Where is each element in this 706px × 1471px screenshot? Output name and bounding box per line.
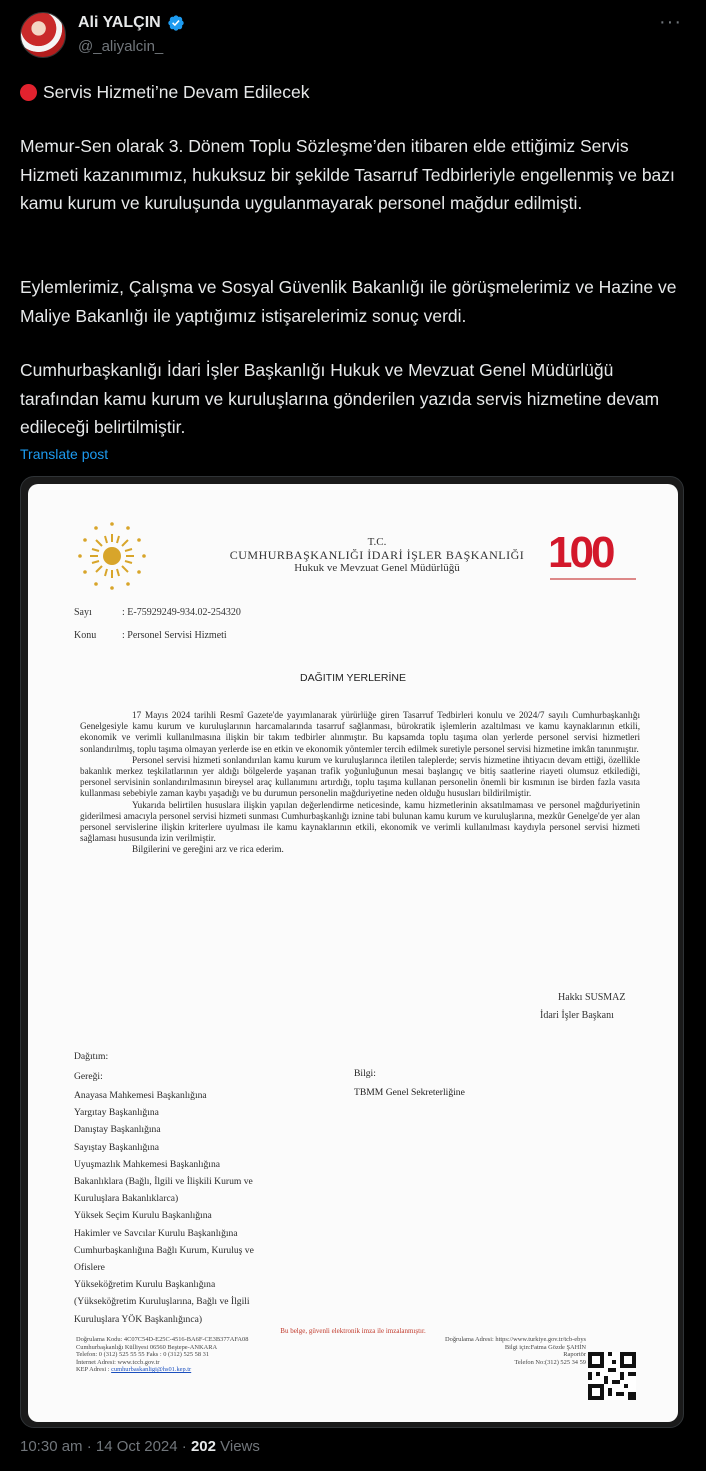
author-handle[interactable]: @_aliyalcin_: [78, 38, 164, 55]
doc-body: [80, 710, 640, 856]
doc-body-paragraph: Yukarıda belirtilen hususlara ilişkin yapılan değerlendirme neticesinde, kamu hizmetlerinin aksatılmaması ve personel mağduriyetinin giderilmesi amacıyla personel servisi hizmeti sunması Cumhurbaşkanlığı iznine tabi bulunan kamu kurum ve kuruluşlarına, mezkûr Genelge'de yer alan personel servislerine ilişkin kriterlere uyulması ile kamu kaynaklarının etkili, ekonomik ve verimli kullanılması kaydıyla personel servisi hizmeti sağlaması hususunda izin verilmiştir.: [80, 799, 640, 844]
kep-label: KEP Adresi :: [76, 1366, 110, 1374]
recipient-item: Sayıştay Başkanlığına: [74, 1141, 159, 1153]
action-label: Gereği:: [74, 1071, 103, 1082]
centenary-logo-underline: [550, 578, 636, 580]
doc-footer-left: [76, 1336, 406, 1374]
verified-badge-icon: [167, 14, 185, 32]
verify-address: Doğrulama Adresi: https://www.turkiye.gov.tr/tcb-ebys: [445, 1336, 586, 1343]
e-signature-note: Bu belge, güvenli elektronik imza ile imzalanmıştır.: [280, 1327, 426, 1335]
doc-number-value: : E-75929249-934.02-254320: [122, 607, 241, 618]
post-title: Servis Hizmeti’ne Devam Edilecek: [43, 82, 310, 102]
doc-body-paragraph: 17 Mayıs 2024 tarihli Resmî Gazete'de yayımlanarak yürürlüğe giren Tasarruf Tedbirleri konulu ve 2024/7 sayılı Cumhurbaşkanlığı Genelgesiyle kamu kurum ve kuruluşlarının harcamalarında tasarruf sağlanması, bürokratik işlemlerin azaltılması ve kamu kaynaklarının etkili, ekonomik ve verimli kullanılmasına ilişkin bir takım tedbirler alınmıştır. Bu kapsamda toplu taşıma olan yerlerde personel servisi hizmetleri sonlandırılmış, toplu taşıma olmayan yerlerde ise en etkin ve ekonomik yöntemler tercih edilmek suretiyle personel servisi hizmetine imkân tanınmıştır.: [80, 710, 640, 754]
qr-code-icon: [588, 1352, 636, 1400]
org-address: Cumhurbaşkanlığı Külliyesi 06560 Beştepe-ANKARA: [76, 1343, 218, 1351]
post-paragraph-2: Eylemlerimiz, Çalışma ve Sosyal Güvenlik Bakanlığı ile görüşmelerimiz ve Hazine ve Maliye Bakanlığı ile yaptığımız istişarelerimiz sonuç verdi.: [20, 277, 677, 326]
doc-header-tc: T.C.: [367, 536, 387, 548]
action-recipients-list: [74, 1087, 344, 1328]
org-phone: Telefon: 0 (312) 525 55 55 Faks : 0 (312) 525 58 31: [76, 1351, 210, 1359]
recipient-item: (Yükseköğretim Kuruluşlarına, Bağlı ve İlgili: [74, 1296, 250, 1308]
recipient-item: Cumhurbaşkanlığına Bağlı Kurum, Kuruluş ve: [74, 1244, 254, 1256]
post-title-line: [20, 78, 690, 107]
centenary-logo-text: 100: [548, 528, 613, 577]
recipient-item: Kuruluşlara YÖK Başkanlığınca): [74, 1313, 203, 1325]
doc-body-paragraph: Bilgilerini ve gereğini arz ve rica ederim.: [132, 844, 284, 855]
verify-code: Doğrulama Kodu: 4C07C54D-E25C-4516-BA6F-CE3B377AFA08: [76, 1336, 249, 1343]
info-phone: Telefon No:(312) 525 34 59: [514, 1358, 586, 1366]
more-options-icon[interactable]: ···: [659, 11, 682, 33]
recipient-item: Anayasa Mahkemesi Başkanlığına: [74, 1090, 207, 1101]
doc-subject-value: : Personel Servisi Hizmeti: [122, 630, 227, 641]
doc-number-label: Sayı: [74, 607, 92, 618]
red-circle-icon: [20, 84, 37, 101]
recipient-item: Yüksek Seçim Kurulu Başkanlığına: [74, 1210, 212, 1222]
recipient-item: Yargıtay Başkanlığına: [74, 1107, 159, 1119]
views-label: Views: [220, 1438, 260, 1455]
doc-body-paragraph: Personel servisi hizmeti sonlandırılan kamu kurum ve kuruluşlarınca iletilen taleplerde; servis hizmetine ihtiyacın devam ettiği, özellikle bakanlık merkez teşkilatlarının yer aldığı bölgelerde yaşanan trafik yoğunluğunun mesai başlangıç ve bitiş saatlerine riayeti olumsuz etkilediği, personel servisinin sonlandırılmasının bireysel araç kullanımını artırdığı, toplu taşıma kullanan personelin önemli bir kısmının ise birden fazla vasıta kullanması sebebiyle zaman kaybı yaşadığı ve bu durumun personelin mağduriyetine neden olduğu hususları bildirilmiştir.: [80, 754, 640, 799]
attached-document-image[interactable]: [20, 476, 684, 1428]
recipient-item: Kuruluşlara Bakanlıklarca): [74, 1193, 179, 1205]
info-recipient: TBMM Genel Sekreterliğine: [354, 1087, 465, 1098]
post-timestamp-row: [20, 1438, 260, 1455]
doc-subject-row: [74, 630, 227, 641]
recipient-item: Uyuşmazlık Mahkemesi Başkanlığına: [74, 1158, 221, 1170]
info-contact: Bilgi için:Fatma Gözde ŞAHİN: [504, 1343, 586, 1351]
author-avatar[interactable]: [20, 12, 66, 58]
recipient-item: Yükseköğretim Kurulu Başkanlığına: [74, 1279, 216, 1291]
doc-header-org: CUMHURBAŞKANLIĞI İDARİ İŞLER BAŞKANLIĞI: [229, 548, 525, 562]
author-display-name[interactable]: Ali YALÇIN: [78, 14, 161, 31]
views-count: 202: [190, 1438, 216, 1455]
recipient-item: Hakimler ve Savcılar Kurulu Başkanlığına: [74, 1227, 238, 1239]
post-paragraph-1: Memur-Sen olarak 3. Dönem Toplu Sözleşme’den itibaren elde ettiğimiz Servis Hizmeti kazanımımız, hukuksuz bir şekilde Tasarruf Tedbirleriyle engellenmiş ve bazı kamu kurum ve kuruluşunda uygulanmayarak personel mağdur edilmişti.: [20, 136, 675, 213]
signer-name: Hakkı SUSMAZ: [558, 992, 626, 1003]
doc-number-row: [74, 607, 241, 618]
translate-post-link[interactable]: Translate post: [20, 446, 109, 462]
doc-subject-label: Konu: [74, 630, 97, 641]
org-kep: [76, 1366, 406, 1374]
doc-heading: DAĞITIM YERLERİNE: [300, 672, 406, 684]
recipient-item: Danıştay Başkanlığına: [74, 1124, 161, 1136]
author-name-row[interactable]: [78, 14, 185, 32]
post-paragraph-3: Cumhurbaşkanlığı İdari İşler Başkanlığı Hukuk ve Mevzuat Genel Müdürlüğü tarafından kamu kurum ve kuruluşlarına gönderilen yazıda servis hizmetine devam edileceği belirtilmiştir.: [20, 360, 660, 437]
doc-footer-right: [406, 1336, 586, 1366]
org-website: İnternet Adresi: www.tccb.gov.tr: [76, 1358, 160, 1366]
signer-title: İdari İşler Başkanı: [540, 1010, 614, 1021]
recipient-item: Ofislere: [74, 1262, 105, 1274]
info-role: Raportör: [563, 1351, 586, 1359]
recipient-item: Bakanlıklara (Bağlı, İlgili ve İlişkili Kurum ve: [74, 1176, 253, 1188]
doc-header-unit: Hukuk ve Mevzuat Genel Müdürlüğü: [294, 562, 460, 574]
post-timestamp[interactable]: 10:30 am · 14 Oct 2024 ·: [20, 1438, 187, 1455]
kep-address-link[interactable]: cumhurbaskanligi@hs01.kep.tr: [111, 1366, 192, 1374]
official-letter: [28, 484, 678, 1422]
distribution-label: Dağıtım:: [74, 1051, 109, 1062]
info-label: Bilgi:: [354, 1068, 376, 1079]
